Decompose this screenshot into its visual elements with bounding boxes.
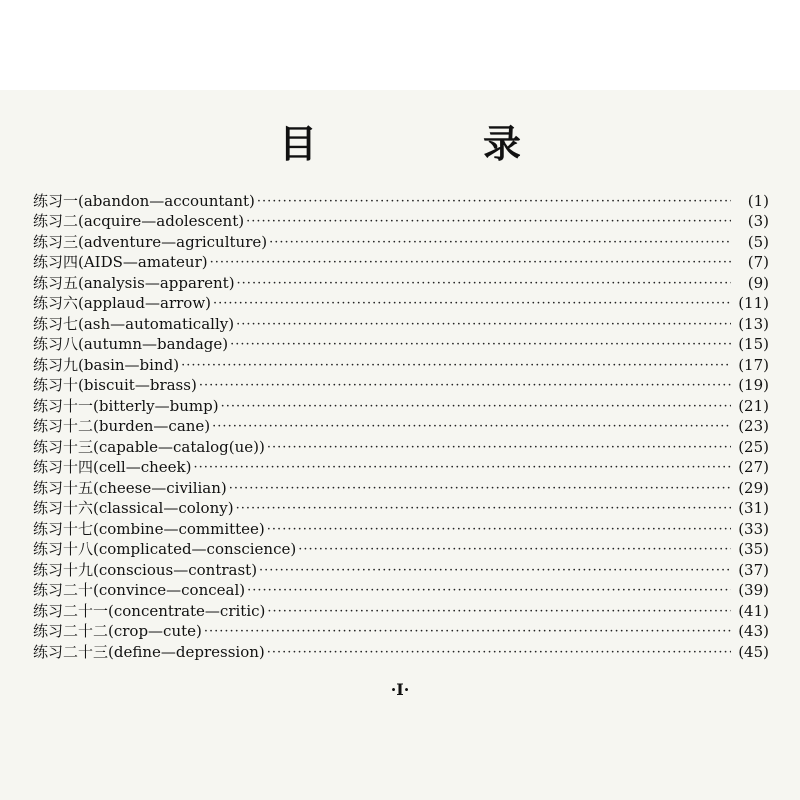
toc-entry-label: 练习二十一(concentrate—critic) [33, 601, 266, 620]
toc-entry[interactable] [33, 374, 769, 395]
toc-entry-label: 练习五(analysis—apparent) [33, 273, 235, 292]
toc-entry-label: 练习十四(cell—cheek) [33, 458, 192, 476]
leader-dots [269, 235, 731, 251]
page-number-folio: ·I· [390, 680, 410, 699]
toc-entry-page: (43) [738, 622, 769, 640]
toc-entry-page: (35) [738, 540, 769, 558]
page-title: 目 录 [278, 121, 585, 166]
leader-dots [236, 501, 731, 517]
toc-entry[interactable] [33, 599, 769, 620]
toc-entry-page: (29) [738, 478, 769, 497]
toc-entry-label: 练习十六(classical—colony) [33, 499, 234, 517]
toc-entry-page: (3) [747, 212, 769, 230]
toc-entry-label: 练习二十三(define—depression) [33, 642, 265, 661]
table-of-contents [33, 189, 769, 661]
leader-dots [193, 460, 731, 476]
toc-entry[interactable] [33, 476, 769, 497]
toc-entry[interactable] [33, 210, 769, 231]
leader-dots [257, 194, 731, 210]
toc-entry[interactable] [33, 579, 769, 600]
toc-entry-label: 练习十八(complicated—conscience) [33, 540, 297, 558]
toc-entry-page: (27) [738, 458, 769, 476]
leader-dots [210, 255, 731, 271]
toc-entry[interactable] [33, 292, 769, 313]
toc-entry-label: 练习六(applaud—arrow) [33, 294, 212, 312]
toc-entry-label: 练习十二(burden—cane) [33, 417, 211, 435]
toc-entry[interactable] [33, 435, 769, 456]
leader-dots [267, 440, 731, 456]
toc-entry[interactable] [33, 353, 769, 374]
toc-entry-label: 练习十一(bitterly—bump) [33, 396, 219, 415]
leader-dots [259, 563, 731, 579]
toc-entry-page: (37) [738, 560, 769, 579]
toc-entry-page: (5) [747, 232, 769, 251]
toc-entry[interactable] [33, 415, 769, 436]
toc-entry-label: 练习十三(capable—catalog(ue)) [33, 437, 265, 456]
toc-entry-page: (7) [747, 253, 769, 271]
toc-entry-page: (17) [738, 355, 769, 374]
toc-entry-label: 练习十五(cheese—civilian) [33, 478, 227, 497]
toc-entry-label: 练习二十(convince—conceal) [33, 581, 246, 599]
toc-entry[interactable] [33, 312, 769, 333]
leader-dots [212, 419, 731, 435]
leader-dots [221, 399, 731, 415]
toc-entry[interactable] [33, 558, 769, 579]
toc-entry-page: (21) [738, 396, 769, 415]
toc-entry[interactable] [33, 230, 769, 251]
leader-dots [213, 296, 731, 312]
toc-entry[interactable] [33, 251, 769, 272]
toc-entry-page: (31) [738, 499, 769, 517]
toc-entry-label: 练习二十二(crop—cute) [33, 622, 202, 640]
toc-entry[interactable] [33, 620, 769, 641]
toc-entry-label: 练习十七(combine—committee) [33, 519, 265, 538]
toc-entry-page: (39) [738, 581, 769, 599]
toc-entry-label: 练习三(adventure—agriculture) [33, 232, 268, 251]
toc-entry-label: 练习九(basin—bind) [33, 355, 180, 374]
toc-entry-page: (11) [738, 294, 769, 312]
toc-entry[interactable] [33, 640, 769, 661]
toc-entry-page: (9) [747, 273, 769, 292]
toc-entry[interactable] [33, 333, 769, 354]
leader-dots [236, 317, 731, 333]
leader-dots [267, 645, 731, 661]
toc-entry-page: (25) [738, 437, 769, 456]
leader-dots [199, 378, 731, 394]
leader-dots [181, 358, 731, 374]
leader-dots [267, 604, 731, 620]
toc-entry[interactable] [33, 456, 769, 477]
toc-entry-label: 练习十(biscuit—brass) [33, 376, 197, 394]
toc-entry[interactable] [33, 497, 769, 518]
leader-dots [298, 542, 731, 558]
toc-entry-label: 练习七(ash—automatically) [33, 314, 235, 333]
toc-entry-page: (19) [738, 376, 769, 394]
leader-dots [247, 583, 731, 599]
toc-entry-label: 练习十九(conscious—contrast) [33, 560, 258, 579]
toc-entry-page: (41) [738, 601, 769, 620]
toc-entry-label: 练习二(acquire—adolescent) [33, 212, 245, 230]
toc-entry[interactable] [33, 517, 769, 538]
toc-entry-page: (23) [738, 417, 769, 435]
toc-entry-label: 练习四(AIDS—amateur) [33, 253, 208, 271]
toc-entry[interactable] [33, 538, 769, 559]
toc-entry-label: 练习一(abandon—accountant) [33, 191, 255, 210]
leader-dots [230, 337, 731, 353]
leader-dots [267, 522, 731, 538]
toc-entry[interactable] [33, 189, 769, 210]
toc-entry[interactable] [33, 394, 769, 415]
toc-entry-page: (1) [747, 191, 769, 210]
toc-entry-page: (33) [738, 519, 769, 538]
toc-entry[interactable] [33, 271, 769, 292]
toc-entry-label: 练习八(autumn—bandage) [33, 335, 229, 353]
leader-dots [204, 624, 731, 640]
leader-dots [229, 481, 731, 497]
leader-dots [237, 276, 731, 292]
toc-entry-page: (15) [738, 335, 769, 353]
toc-entry-page: (45) [738, 642, 769, 661]
toc-entry-page: (13) [738, 314, 769, 333]
leader-dots [246, 214, 731, 230]
